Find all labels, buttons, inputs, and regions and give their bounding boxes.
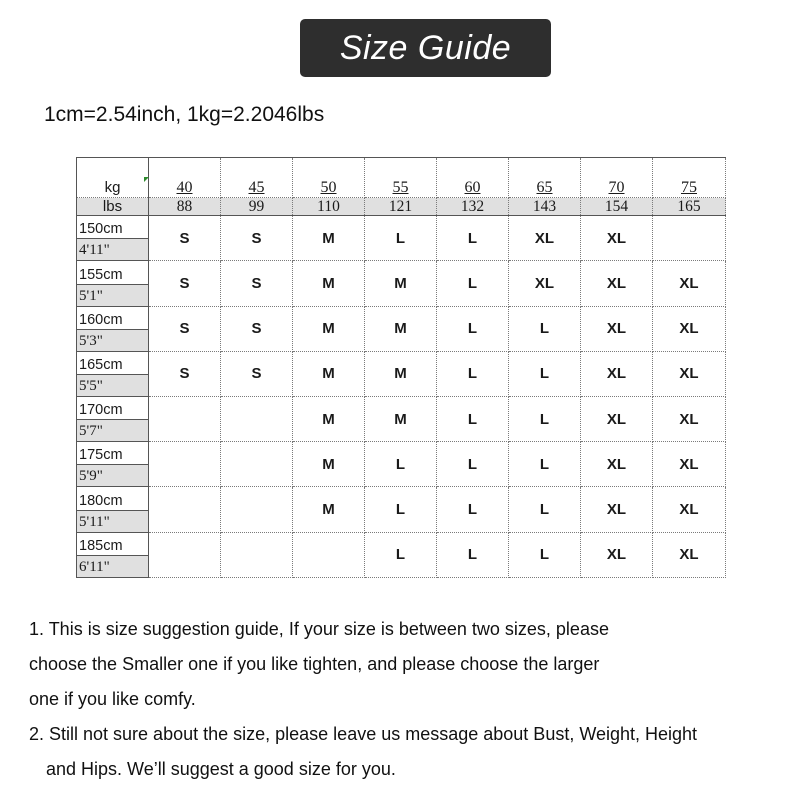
lbs-value: 132 (437, 198, 509, 216)
size-cell: XL (653, 261, 726, 306)
weight-kg-row (77, 158, 726, 198)
lbs-value: 154 (581, 198, 653, 216)
height-row (77, 216, 726, 261)
size-cell (653, 216, 726, 261)
kg-value: 65 (509, 158, 581, 198)
size-cell: L (365, 532, 437, 577)
size-cell: XL (581, 532, 653, 577)
note-line: 1. This is size suggestion guide, If your size is between two sizes, please (29, 619, 609, 639)
height-cell (77, 351, 149, 396)
lbs-value: 110 (293, 198, 365, 216)
height-cell (77, 442, 149, 487)
size-cell (149, 397, 221, 442)
kg-value: 40 (149, 158, 221, 198)
size-cell: S (149, 261, 221, 306)
height-row (77, 442, 726, 487)
height-row (77, 487, 726, 532)
height-row (77, 261, 726, 306)
kg-value: 45 (221, 158, 293, 198)
size-guide-title: Size Guide (300, 19, 551, 77)
size-cell: S (149, 351, 221, 396)
size-cell: L (365, 442, 437, 487)
size-cell (221, 532, 293, 577)
kg-value: 55 (365, 158, 437, 198)
lbs-value: 88 (149, 198, 221, 216)
size-cell: M (365, 261, 437, 306)
note-line: one if you like comfy. (29, 689, 196, 709)
size-cell: M (365, 397, 437, 442)
note-line: and Hips. We’ll suggest a good size for you. (46, 759, 396, 779)
height-row (77, 306, 726, 351)
size-cell (221, 442, 293, 487)
size-cell: L (437, 351, 509, 396)
size-cell: S (221, 306, 293, 351)
note-line: 2. Still not sure about the size, please leave us message about Bust, Weight, Height (29, 724, 698, 744)
height-cell (77, 216, 149, 261)
size-cell: XL (581, 442, 653, 487)
lbs-label: lbs (77, 198, 149, 216)
size-cell: M (365, 351, 437, 396)
size-cell: M (293, 306, 365, 351)
height-cm: 165cm (77, 352, 148, 375)
comment-marker-icon (144, 177, 149, 182)
size-cell: L (437, 216, 509, 261)
size-cell: L (509, 487, 581, 532)
height-cell (77, 532, 149, 577)
size-notes (29, 612, 789, 787)
height-ft: 5'7" (77, 420, 148, 441)
size-cell: XL (581, 487, 653, 532)
height-cm: 175cm (77, 442, 148, 465)
size-cell: XL (653, 532, 726, 577)
height-ft: 5'11" (77, 511, 148, 532)
kg-value: 70 (581, 158, 653, 198)
lbs-value: 165 (653, 198, 726, 216)
size-cell: L (437, 442, 509, 487)
size-cell: XL (653, 487, 726, 532)
size-cell: S (149, 306, 221, 351)
height-cm: 160cm (77, 307, 148, 330)
size-cell (149, 487, 221, 532)
size-cell: XL (581, 306, 653, 351)
note-line: choose the Smaller one if you like tighten, and please choose the larger (29, 654, 600, 674)
size-cell: XL (653, 306, 726, 351)
size-cell: M (293, 261, 365, 306)
height-cm: 185cm (77, 533, 148, 556)
height-cell (77, 397, 149, 442)
size-cell: L (509, 306, 581, 351)
unit-conversion-text: 1cm=2.54inch, 1kg=2.2046lbs (44, 103, 325, 126)
size-cell (293, 532, 365, 577)
size-cell: S (149, 216, 221, 261)
size-cell (149, 532, 221, 577)
size-cell: L (509, 532, 581, 577)
size-cell: L (509, 397, 581, 442)
kg-header-cell (77, 158, 149, 198)
height-ft: 5'1" (77, 285, 148, 306)
height-ft: 5'3" (77, 330, 148, 351)
height-row (77, 351, 726, 396)
kg-value: 75 (653, 158, 726, 198)
size-cell: XL (653, 351, 726, 396)
kg-value: 50 (293, 158, 365, 198)
size-cell: L (365, 216, 437, 261)
lbs-value: 143 (509, 198, 581, 216)
size-cell: L (437, 306, 509, 351)
size-chart-table (76, 157, 726, 578)
height-ft: 5'9" (77, 465, 148, 486)
size-cell: M (293, 216, 365, 261)
size-cell (221, 397, 293, 442)
size-cell: XL (581, 216, 653, 261)
size-cell: XL (653, 397, 726, 442)
size-cell: XL (509, 261, 581, 306)
height-cell (77, 261, 149, 306)
height-cm: 180cm (77, 488, 148, 511)
height-cell (77, 306, 149, 351)
size-cell: L (437, 397, 509, 442)
size-cell: S (221, 216, 293, 261)
size-cell: M (293, 487, 365, 532)
size-cell (221, 487, 293, 532)
lbs-value: 121 (365, 198, 437, 216)
height-cm: 150cm (77, 216, 148, 239)
kg-value: 60 (437, 158, 509, 198)
size-cell: M (293, 442, 365, 487)
height-ft: 5'5" (77, 375, 148, 396)
size-cell: L (509, 442, 581, 487)
size-cell: XL (581, 351, 653, 396)
size-cell: M (293, 351, 365, 396)
height-row (77, 397, 726, 442)
size-cell: XL (581, 261, 653, 306)
height-ft: 4'11" (77, 239, 148, 260)
size-cell: M (365, 306, 437, 351)
kg-label: kg (104, 179, 121, 197)
height-cm: 155cm (77, 262, 148, 285)
size-cell: L (437, 532, 509, 577)
size-cell: L (437, 261, 509, 306)
size-cell: S (221, 261, 293, 306)
height-cm: 170cm (77, 397, 148, 420)
height-ft: 6'11" (77, 556, 148, 577)
size-cell: XL (581, 397, 653, 442)
size-cell: L (365, 487, 437, 532)
height-cell (77, 487, 149, 532)
size-cell: L (437, 487, 509, 532)
weight-lbs-row (77, 198, 726, 216)
size-cell: S (221, 351, 293, 396)
lbs-value: 99 (221, 198, 293, 216)
size-cell: L (509, 351, 581, 396)
size-cell: XL (509, 216, 581, 261)
size-cell: XL (653, 442, 726, 487)
size-cell: M (293, 397, 365, 442)
size-cell (149, 442, 221, 487)
height-row (77, 532, 726, 577)
